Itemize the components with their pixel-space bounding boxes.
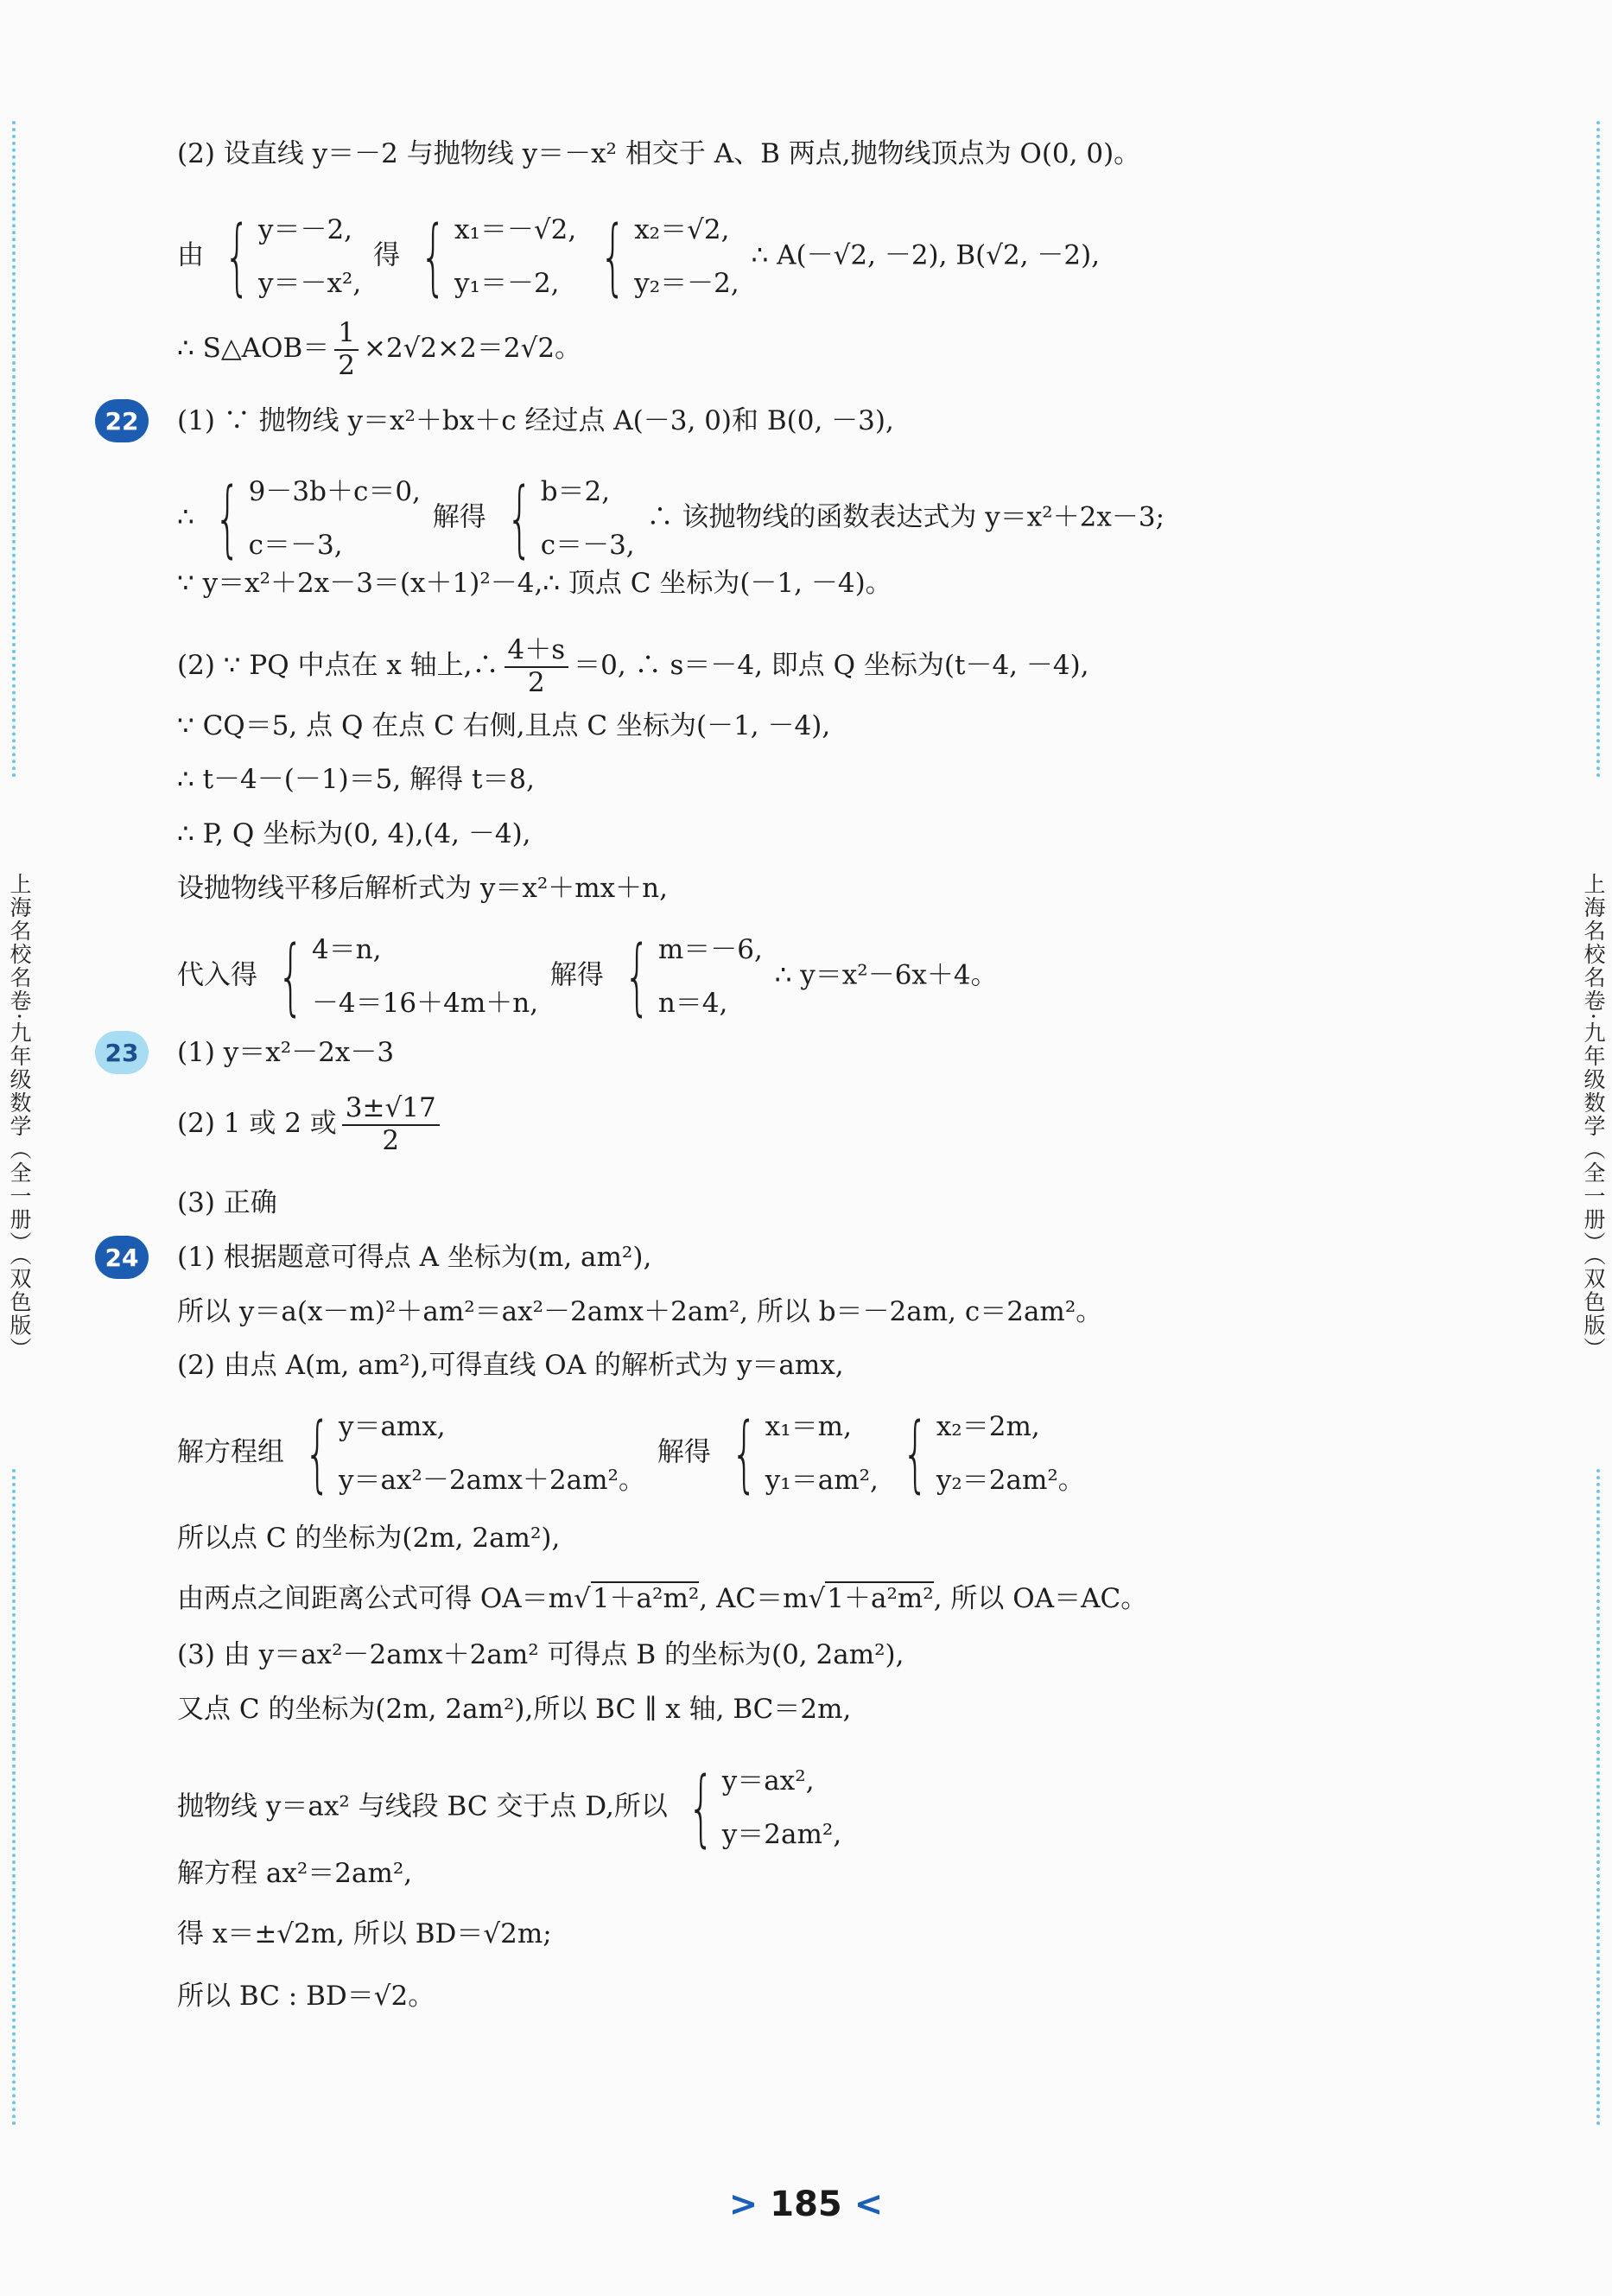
q24-part3-ratio: 所以 BC : BD＝√2。: [177, 1981, 435, 2012]
system-1: { 4＝n, －4＝16＋4m＋n,: [270, 923, 538, 1030]
left-side-title: 上海名校名卷·九年级数学（全一册）（双色版）: [7, 873, 32, 1361]
text-pq: (2) ∵ PQ 中点在 x 轴上,∴: [177, 650, 499, 682]
text-answer: (2) 1 或 2 或: [177, 1108, 337, 1140]
sys-row: y＝amx,: [338, 1411, 446, 1442]
chevron-right-icon: >: [728, 2185, 758, 2224]
text-points-ab: ∴ A(－√2, －2), B(√2, －2),: [751, 239, 1101, 271]
q22-line-shift: 设抛物线平移后解析式为 y＝x²＋mx＋n,: [177, 873, 668, 904]
sys-row: x₁＝m,: [765, 1411, 852, 1442]
q24-part3-bd: 得 x＝±√2m, 所以 BD＝√2m;: [177, 1918, 552, 1949]
fraction-4s: [505, 635, 569, 698]
q21-system-line: [177, 203, 1508, 310]
sys-row: 9－3b＋c＝0,: [248, 476, 421, 507]
sys-row: －4＝16＋4m＋n,: [311, 988, 539, 1019]
text-oa-ac: , 所以 OA＝AC。: [933, 1583, 1148, 1614]
question-badge-23: 23: [95, 1031, 149, 1074]
sys-row: y＝－x²,: [257, 268, 362, 299]
text-solve-system: 解方程组: [177, 1436, 284, 1468]
sys-row: y＝－2,: [257, 214, 353, 245]
q23-line1: (1) y＝x²－2x－3: [177, 1037, 395, 1068]
system-1: { 9－3b＋c＝0, c＝－3,: [206, 465, 421, 572]
q24-line3: (2) 由点 A(m, am²),可得直线 OA 的解析式为 y＝amx,: [177, 1350, 844, 1381]
text-solve: 解得: [657, 1436, 711, 1468]
q24-part3-equation: 解方程 ax²＝2am²,: [177, 1858, 413, 1889]
frac-den: 2: [338, 349, 355, 381]
q22-line-vertex: ∵ y＝x²＋2x－3＝(x＋1)²－4,∴ 顶点 C 坐标为(－1, －4)。: [177, 568, 892, 599]
sys-row: 4＝n,: [311, 934, 382, 965]
frac-den: 2: [382, 1124, 400, 1156]
text-q-coord: ＝0, ∴ s＝－4, 即点 Q 坐标为(t－4, －4),: [574, 650, 1089, 682]
q24-part3-system: [177, 1754, 1508, 1861]
text-ac: , AC＝m√: [699, 1583, 826, 1614]
fraction-sqrt17: [342, 1093, 440, 1156]
fraction-half: [334, 318, 359, 381]
radicand-ac: 1＋a²m²: [827, 1583, 934, 1614]
question-badge-22: 22: [95, 399, 149, 442]
system-1: { y＝ax², y＝2am²,: [680, 1754, 841, 1861]
question-badge-24: 24: [95, 1236, 149, 1279]
text-expression: ∴ 该抛物线的函数表达式为 y＝x²＋2x－3;: [646, 501, 1165, 533]
system-3: { x₂＝√2, y₂＝－2,: [592, 203, 739, 310]
q22-line1: (1) ∵ 抛物线 y＝x²＋bx＋c 经过点 A(－3, 0)和 B(0, －3),: [177, 405, 894, 436]
sys-row: y＝ax²－2amx＋2am²。: [338, 1465, 645, 1496]
q24-line-distance: [177, 1581, 1508, 1616]
left-dotted-border-bottom: [12, 1469, 16, 2126]
q22-line-t: ∴ t－4－(－1)＝5, 解得 t＝8,: [177, 764, 535, 795]
system-3: { x₂＝2m, y₂＝2am²。: [894, 1400, 1085, 1507]
frac-num: 4＋s: [505, 635, 569, 668]
text-solve: 解得: [432, 501, 486, 533]
text-substitute: 代入得: [177, 959, 257, 991]
system-2: { b＝2, c＝－3,: [498, 465, 635, 572]
system-2: { x₁＝－√2, y₁＝－2,: [412, 203, 576, 310]
sys-row: x₂＝2m,: [936, 1411, 1040, 1442]
q23-line2: [177, 1093, 1508, 1156]
text-result: ∴ y＝x²－6x＋4。: [774, 959, 998, 991]
sys-row: c＝－3,: [248, 530, 343, 561]
frac-den: 2: [527, 666, 545, 698]
sys-row: y＝ax²,: [721, 1765, 815, 1797]
text-area-result: ×2√2×2＝2√2。: [363, 333, 582, 365]
q24-line-c: 所以点 C 的坐标为(2m, 2am²),: [177, 1523, 561, 1554]
system-2: { x₁＝m, y₁＝am²,: [723, 1400, 879, 1507]
sys-row: x₁＝－√2,: [454, 214, 577, 245]
frac-num: 3±√17: [342, 1093, 440, 1126]
left-dotted-border-top: [12, 121, 16, 778]
q24-line2: 所以 y＝a(x－m)²＋am²＝ax²－2amx＋2am², 所以 b＝－2am, c＝2am²。: [177, 1296, 1103, 1327]
text-oa: 由两点之间距离公式可得 OA＝m√: [177, 1583, 591, 1614]
sys-row: y₂＝－2,: [634, 268, 739, 299]
sys-row: b＝2,: [540, 476, 611, 507]
chevron-left-icon: <: [854, 2185, 884, 2224]
system-1: { y＝－2, y＝－x²,: [216, 203, 361, 310]
q23-line3: (3) 正确: [177, 1187, 277, 1218]
text-solve: 解得: [549, 959, 604, 991]
right-dotted-border-bottom: [1596, 1469, 1600, 2126]
q22-line-pq: ∴ P, Q 坐标为(0, 4),(4, －4),: [177, 818, 531, 849]
sys-row: y₂＝2am²。: [936, 1465, 1085, 1496]
text-de: 得: [373, 239, 401, 271]
sys-row: y₁＝am²,: [765, 1465, 879, 1496]
q24-line1: (1) 根据题意可得点 A 坐标为(m, am²),: [177, 1242, 652, 1273]
text-you: 由: [177, 239, 204, 271]
q22-line-cq: ∵ CQ＝5, 点 Q 在点 C 右侧,且点 C 坐标为(－1, －4),: [177, 710, 831, 741]
q21-part2-line1: (2) 设直线 y＝－2 与抛物线 y＝－x² 相交于 A、B 两点,抛物线顶点为 O(0, 0)。: [177, 138, 1141, 169]
frac-num: 1: [334, 318, 359, 351]
system-1: { y＝amx, y＝ax²－2amx＋2am²。: [296, 1400, 645, 1507]
sys-row: c＝－3,: [540, 530, 635, 561]
q24-part3-line2: 又点 C 的坐标为(2m, 2am²),所以 BC ∥ x 轴, BC＝2m,: [177, 1694, 852, 1725]
page-number: [0, 2185, 1612, 2224]
text-therefore: ∴: [177, 501, 194, 533]
sys-row: y₁＝－2,: [454, 268, 560, 299]
page-number-value: 185: [770, 2185, 842, 2224]
system-2: { m＝－6, n＝4,: [616, 923, 763, 1030]
radicand-oa: 1＋a²m²: [592, 1583, 700, 1614]
sys-row: x₂＝√2,: [634, 214, 730, 245]
sys-row: m＝－6,: [657, 934, 763, 965]
text-area: ∴ S△AOB＝: [177, 333, 330, 365]
sys-row: n＝4,: [657, 988, 728, 1019]
text-intersection: 抛物线 y＝ax² 与线段 BC 交于点 D,所以: [177, 1790, 668, 1822]
q21-area-line: [177, 318, 1508, 381]
sys-row: y＝2am²,: [721, 1819, 842, 1850]
q22-system-line: [177, 465, 1508, 572]
q24-system-line: [177, 1400, 1508, 1507]
right-dotted-border-top: [1596, 121, 1600, 778]
right-side-title: 上海名校名卷·九年级数学（全一册）（双色版）: [1581, 873, 1606, 1361]
q24-part3-line1: (3) 由 y＝ax²－2amx＋2am² 可得点 B 的坐标为(0, 2am²),: [177, 1639, 904, 1670]
q22-system2-line: [177, 923, 1508, 1030]
q22-part2-line: [177, 635, 1508, 698]
